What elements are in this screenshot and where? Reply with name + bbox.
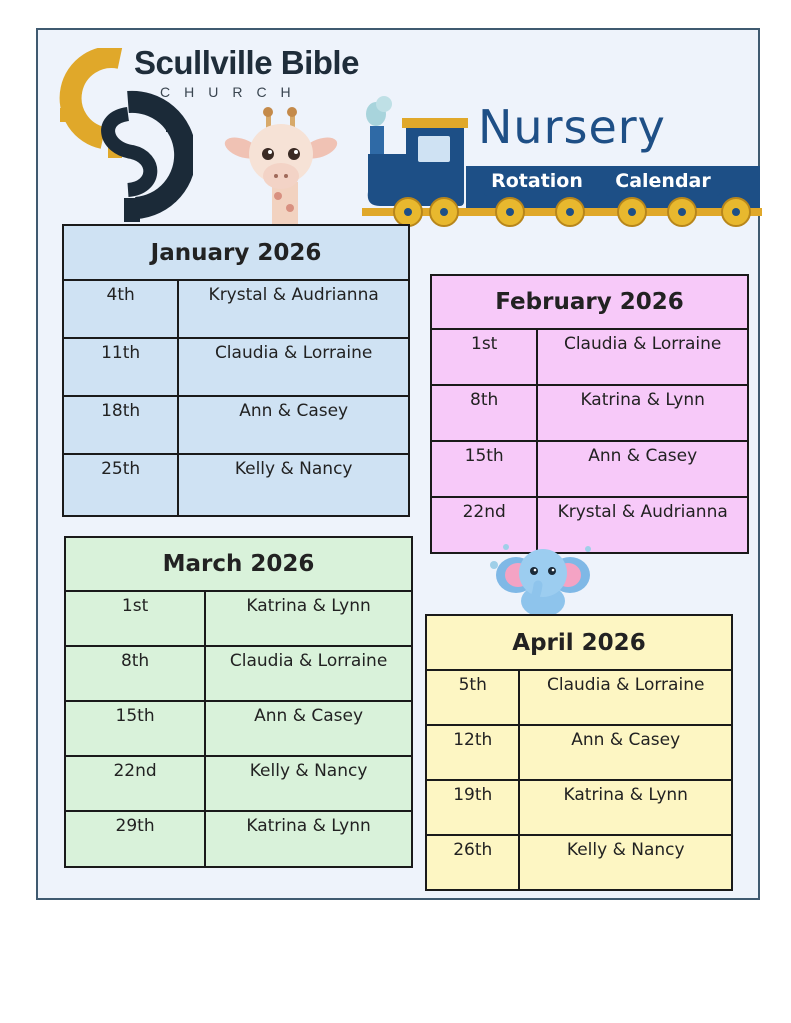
date-cell: 1st bbox=[65, 591, 205, 646]
names-cell: Katrina & Lynn bbox=[537, 385, 748, 441]
calendar-label: Calendar bbox=[606, 166, 720, 196]
date-cell: 29th bbox=[65, 811, 205, 867]
nursery-title: Nursery bbox=[478, 100, 666, 154]
table-row bbox=[63, 280, 409, 338]
elephant-icon bbox=[488, 535, 598, 617]
table-row bbox=[431, 385, 748, 441]
date-cell: 22nd bbox=[431, 497, 537, 553]
calendar-march bbox=[64, 536, 413, 868]
names-cell: Kelly & Nancy bbox=[178, 454, 409, 516]
rotation-label: Rotation bbox=[484, 166, 590, 196]
month-title-january: January 2026 bbox=[63, 225, 409, 280]
table-row bbox=[426, 835, 732, 890]
date-cell: 12th bbox=[426, 725, 519, 780]
names-cell: Ann & Casey bbox=[178, 396, 409, 454]
names-cell: Claudia & Lorraine bbox=[537, 329, 748, 385]
date-cell: 8th bbox=[65, 646, 205, 701]
date-cell: 25th bbox=[63, 454, 178, 516]
names-cell: Ann & Casey bbox=[537, 441, 748, 497]
table-row bbox=[431, 329, 748, 385]
table-row bbox=[63, 338, 409, 396]
table-row bbox=[65, 646, 412, 701]
table-row bbox=[426, 670, 732, 725]
names-cell: Katrina & Lynn bbox=[205, 811, 412, 867]
calendar-february bbox=[430, 274, 749, 554]
calendar-april bbox=[425, 614, 733, 891]
table-row bbox=[431, 441, 748, 497]
names-cell: Krystal & Audrianna bbox=[537, 497, 748, 553]
date-cell: 26th bbox=[426, 835, 519, 890]
church-subtitle: CHURCH bbox=[160, 84, 305, 100]
date-cell: 5th bbox=[426, 670, 519, 725]
table-row bbox=[426, 780, 732, 835]
names-cell: Claudia & Lorraine bbox=[519, 670, 732, 725]
names-cell: Ann & Casey bbox=[519, 725, 732, 780]
names-cell: Kelly & Nancy bbox=[519, 835, 732, 890]
date-cell: 8th bbox=[431, 385, 537, 441]
date-cell: 1st bbox=[431, 329, 537, 385]
giraffe-icon bbox=[220, 104, 340, 224]
names-cell: Kelly & Nancy bbox=[205, 756, 412, 811]
month-title-march: March 2026 bbox=[65, 537, 412, 591]
names-cell: Claudia & Lorraine bbox=[205, 646, 412, 701]
date-cell: 18th bbox=[63, 396, 178, 454]
names-cell: Katrina & Lynn bbox=[519, 780, 732, 835]
church-name: Scullville Bible bbox=[134, 44, 359, 81]
table-row bbox=[65, 701, 412, 756]
table-row bbox=[63, 396, 409, 454]
table-row bbox=[65, 591, 412, 646]
table-row bbox=[63, 454, 409, 516]
names-cell: Katrina & Lynn bbox=[205, 591, 412, 646]
date-cell: 19th bbox=[426, 780, 519, 835]
names-cell: Krystal & Audrianna bbox=[178, 280, 409, 338]
table-row bbox=[65, 756, 412, 811]
names-cell: Claudia & Lorraine bbox=[178, 338, 409, 396]
names-cell: Ann & Casey bbox=[205, 701, 412, 756]
date-cell: 15th bbox=[65, 701, 205, 756]
date-cell: 11th bbox=[63, 338, 178, 396]
table-row bbox=[426, 725, 732, 780]
date-cell: 22nd bbox=[65, 756, 205, 811]
month-title-february: February 2026 bbox=[431, 275, 748, 329]
month-title-april: April 2026 bbox=[426, 615, 732, 670]
table-row bbox=[65, 811, 412, 867]
calendar-january bbox=[62, 224, 410, 517]
date-cell: 4th bbox=[63, 280, 178, 338]
date-cell: 15th bbox=[431, 441, 537, 497]
